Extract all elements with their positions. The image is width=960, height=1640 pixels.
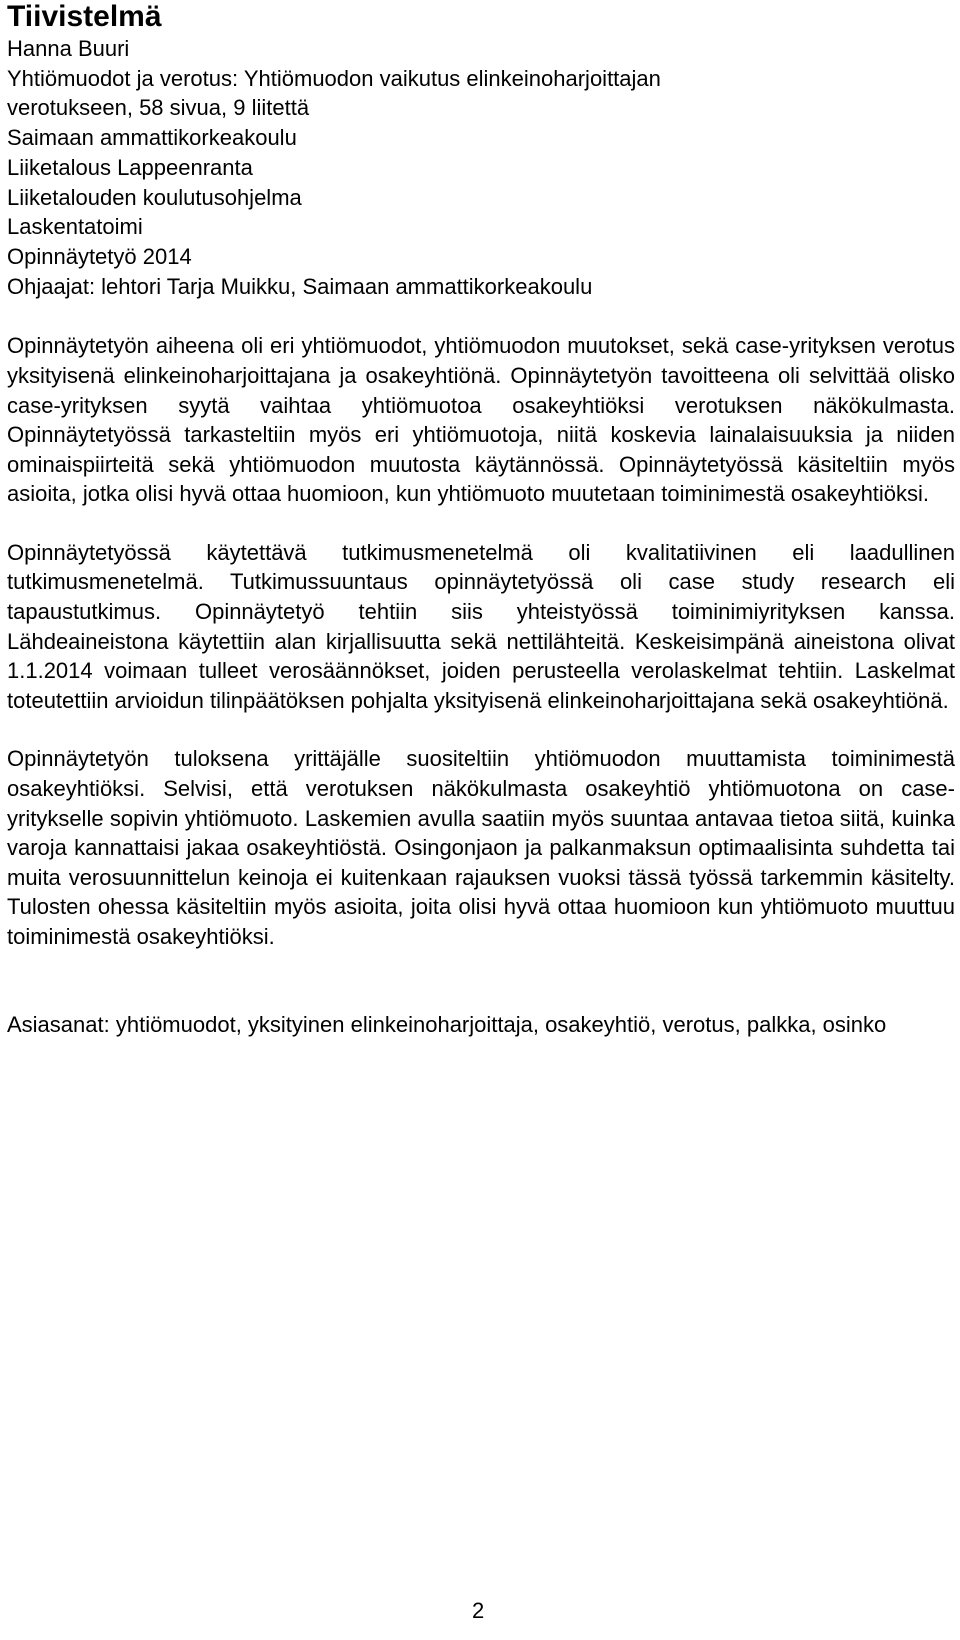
institution: Saimaan ammattikorkeakoulu	[7, 125, 297, 151]
specialisation: Laskentatoimi	[7, 214, 143, 240]
thesis-title-line-2: verotukseen, 58 sivua, 9 liitettä	[7, 95, 310, 121]
document-page	[7, 0, 955, 1039]
campus: Liiketalous Lappeenranta	[7, 154, 253, 180]
degree-programme: Liiketalouden koulutusohjelma	[7, 184, 302, 210]
page-number: 2	[472, 1598, 485, 1623]
supervisors: Ohjaajat: lehtori Tarja Muikku, Saimaan ammattikorkeakoulu	[7, 273, 593, 299]
abstract-paragraph-topic: Opinnäytetyön aiheena oli eri yhtiömuodot, yhtiömuodon muutokset, sekä case-yrityksen verotus yksityisenä elinkeinoharjoittajana ja osakeyhtiönä. Opinnäytetyön tavoitteena oli selvittää olisko case-yrityksen syytä vaihtaa yhtiömuotoa osakeyhtiöksi verotuksen näkökulmasta. Opinnäytetyössä tarkasteltiin myös eri yhtiömuotoja, niitä koskevia lainalaisuuksia ja niiden ominaispiirteitä sekä yhtiömuodon muutosta käytännössä. Opinnäytetyössä käsiteltiin myös asioita, jotka olisi hyvä ottaa huomioon, kun yhtiömuoto muutetaan toiminimestä osakeyhtiöksi.	[7, 333, 955, 507]
thesis-title-line-1: Yhtiömuodot ja verotus: Yhtiömuodon vaikutus elinkeinoharjoittajan	[7, 65, 661, 91]
abstract-paragraph-method: Opinnäytetyössä käytettävä tutkimusmenetelmä oli kvalitatiivinen eli laadullinen tutkimusmenetelmä. Tutkimussuuntaus opinnäytetyössä oli case study research eli tapaustutkimus. Opinnäytetyö tehtiin siis yhteistyössä toiminimiyrityksen kanssa. Lähdeaineistona käytettiin alan kirjallisuutta sekä nettilähteitä. Keskeisimpänä aineistona olivat 1.1.2014 voimaan tulleet verosäännökset, joiden perusteella verolaskelmat tehtiin. Laskelmat toteutettiin arvioidun tilinpäätöksen pohjalta yksityisenä elinkeinoharjoittajana sekä osakeyhtiönä.	[7, 539, 955, 713]
author-name: Hanna Buuri	[7, 36, 130, 61]
document-title: Tiivistelmä	[7, 0, 162, 33]
thesis-year: Opinnäytetyö 2014	[7, 243, 192, 269]
abstract-paragraph-results: Opinnäytetyön tuloksena yrittäjälle suositeltiin yhtiömuodon muuttamista toiminimestä osakeyhtiöksi. Selvisi, että verotuksen näkökulmasta osakeyhtiö yhtiömuotona on case-yritykselle sopivin yhtiömuoto. Laskemien avulla saatiin myös suuntaa antavaa tietoa siitä, kuinka varoja kannattaisi jakaa osakeyhtiöstä. Osingonjaon ja palkanmaksun optimaalisinta suhdetta tai muita verosuunnittelun keinoja ei kuitenkaan rajauksen vuoksi tässä työssä tarkemmin käsitelty. Tulosten ohessa käsiteltiin myös asioita, joita olisi hyvä ottaa huomioon kun yhtiömuoto muuttuu toiminimestä osakeyhtiöksi.	[7, 746, 955, 950]
keywords: Asiasanat: yhtiömuodot, yksityinen elinkeinoharjoittaja, osakeyhtiö, verotus, palkka, osinko	[7, 1011, 887, 1037]
thesis-metadata	[7, 34, 955, 301]
